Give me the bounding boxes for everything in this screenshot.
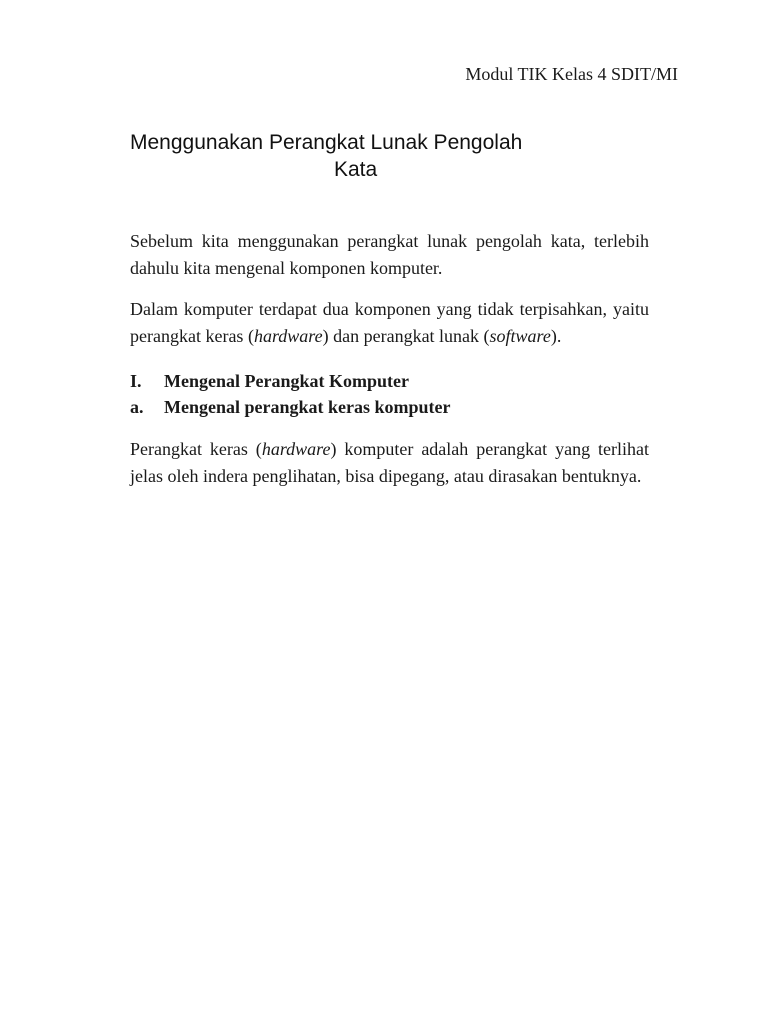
page-title-line-2: Kata (334, 158, 378, 181)
term-hardware-2: hardware (261, 439, 331, 459)
module-header: Modul TIK Kelas 4 SDIT/MI (465, 64, 678, 84)
term-software: software (489, 326, 551, 346)
components-paragraph-text-1: Dalam komputer terdapat dua komponen yang tidak terpisahkan, yaitu perangkat keras ( (130, 299, 649, 346)
intro-paragraph: Sebelum kita menggunakan perangkat lunak pengolah kata, terlebih dahulu kita mengenal komponen komputer. (130, 231, 649, 278)
hardware-paragraph-text-1: Perangkat keras ( (130, 439, 262, 459)
section-heading-2-text: Mengenal perangkat keras komputer (164, 397, 451, 417)
section-heading-1 (130, 368, 409, 395)
section-heading-2 (130, 394, 451, 421)
components-paragraph-text-3: ). (550, 326, 562, 346)
components-paragraph (130, 296, 649, 350)
section-heading-1-text: Mengenal Perangkat Komputer (164, 371, 409, 391)
section-heading-1-marker: I. (130, 371, 142, 391)
hardware-paragraph-text-2: ) komputer adalah perangkat yang terlihat jelas oleh indera penglihatan, bisa dipegang, atau dirasakan bentuknya. (130, 439, 649, 486)
section-heading-2-marker: a. (130, 397, 144, 417)
hardware-paragraph (130, 436, 649, 490)
page-title (130, 129, 590, 183)
page-title-line-1: Menggunakan Perangkat Lunak Pengolah (130, 131, 523, 154)
components-paragraph-text-2: ) dan perangkat lunak ( (322, 326, 490, 346)
term-hardware: hardware (253, 326, 323, 346)
